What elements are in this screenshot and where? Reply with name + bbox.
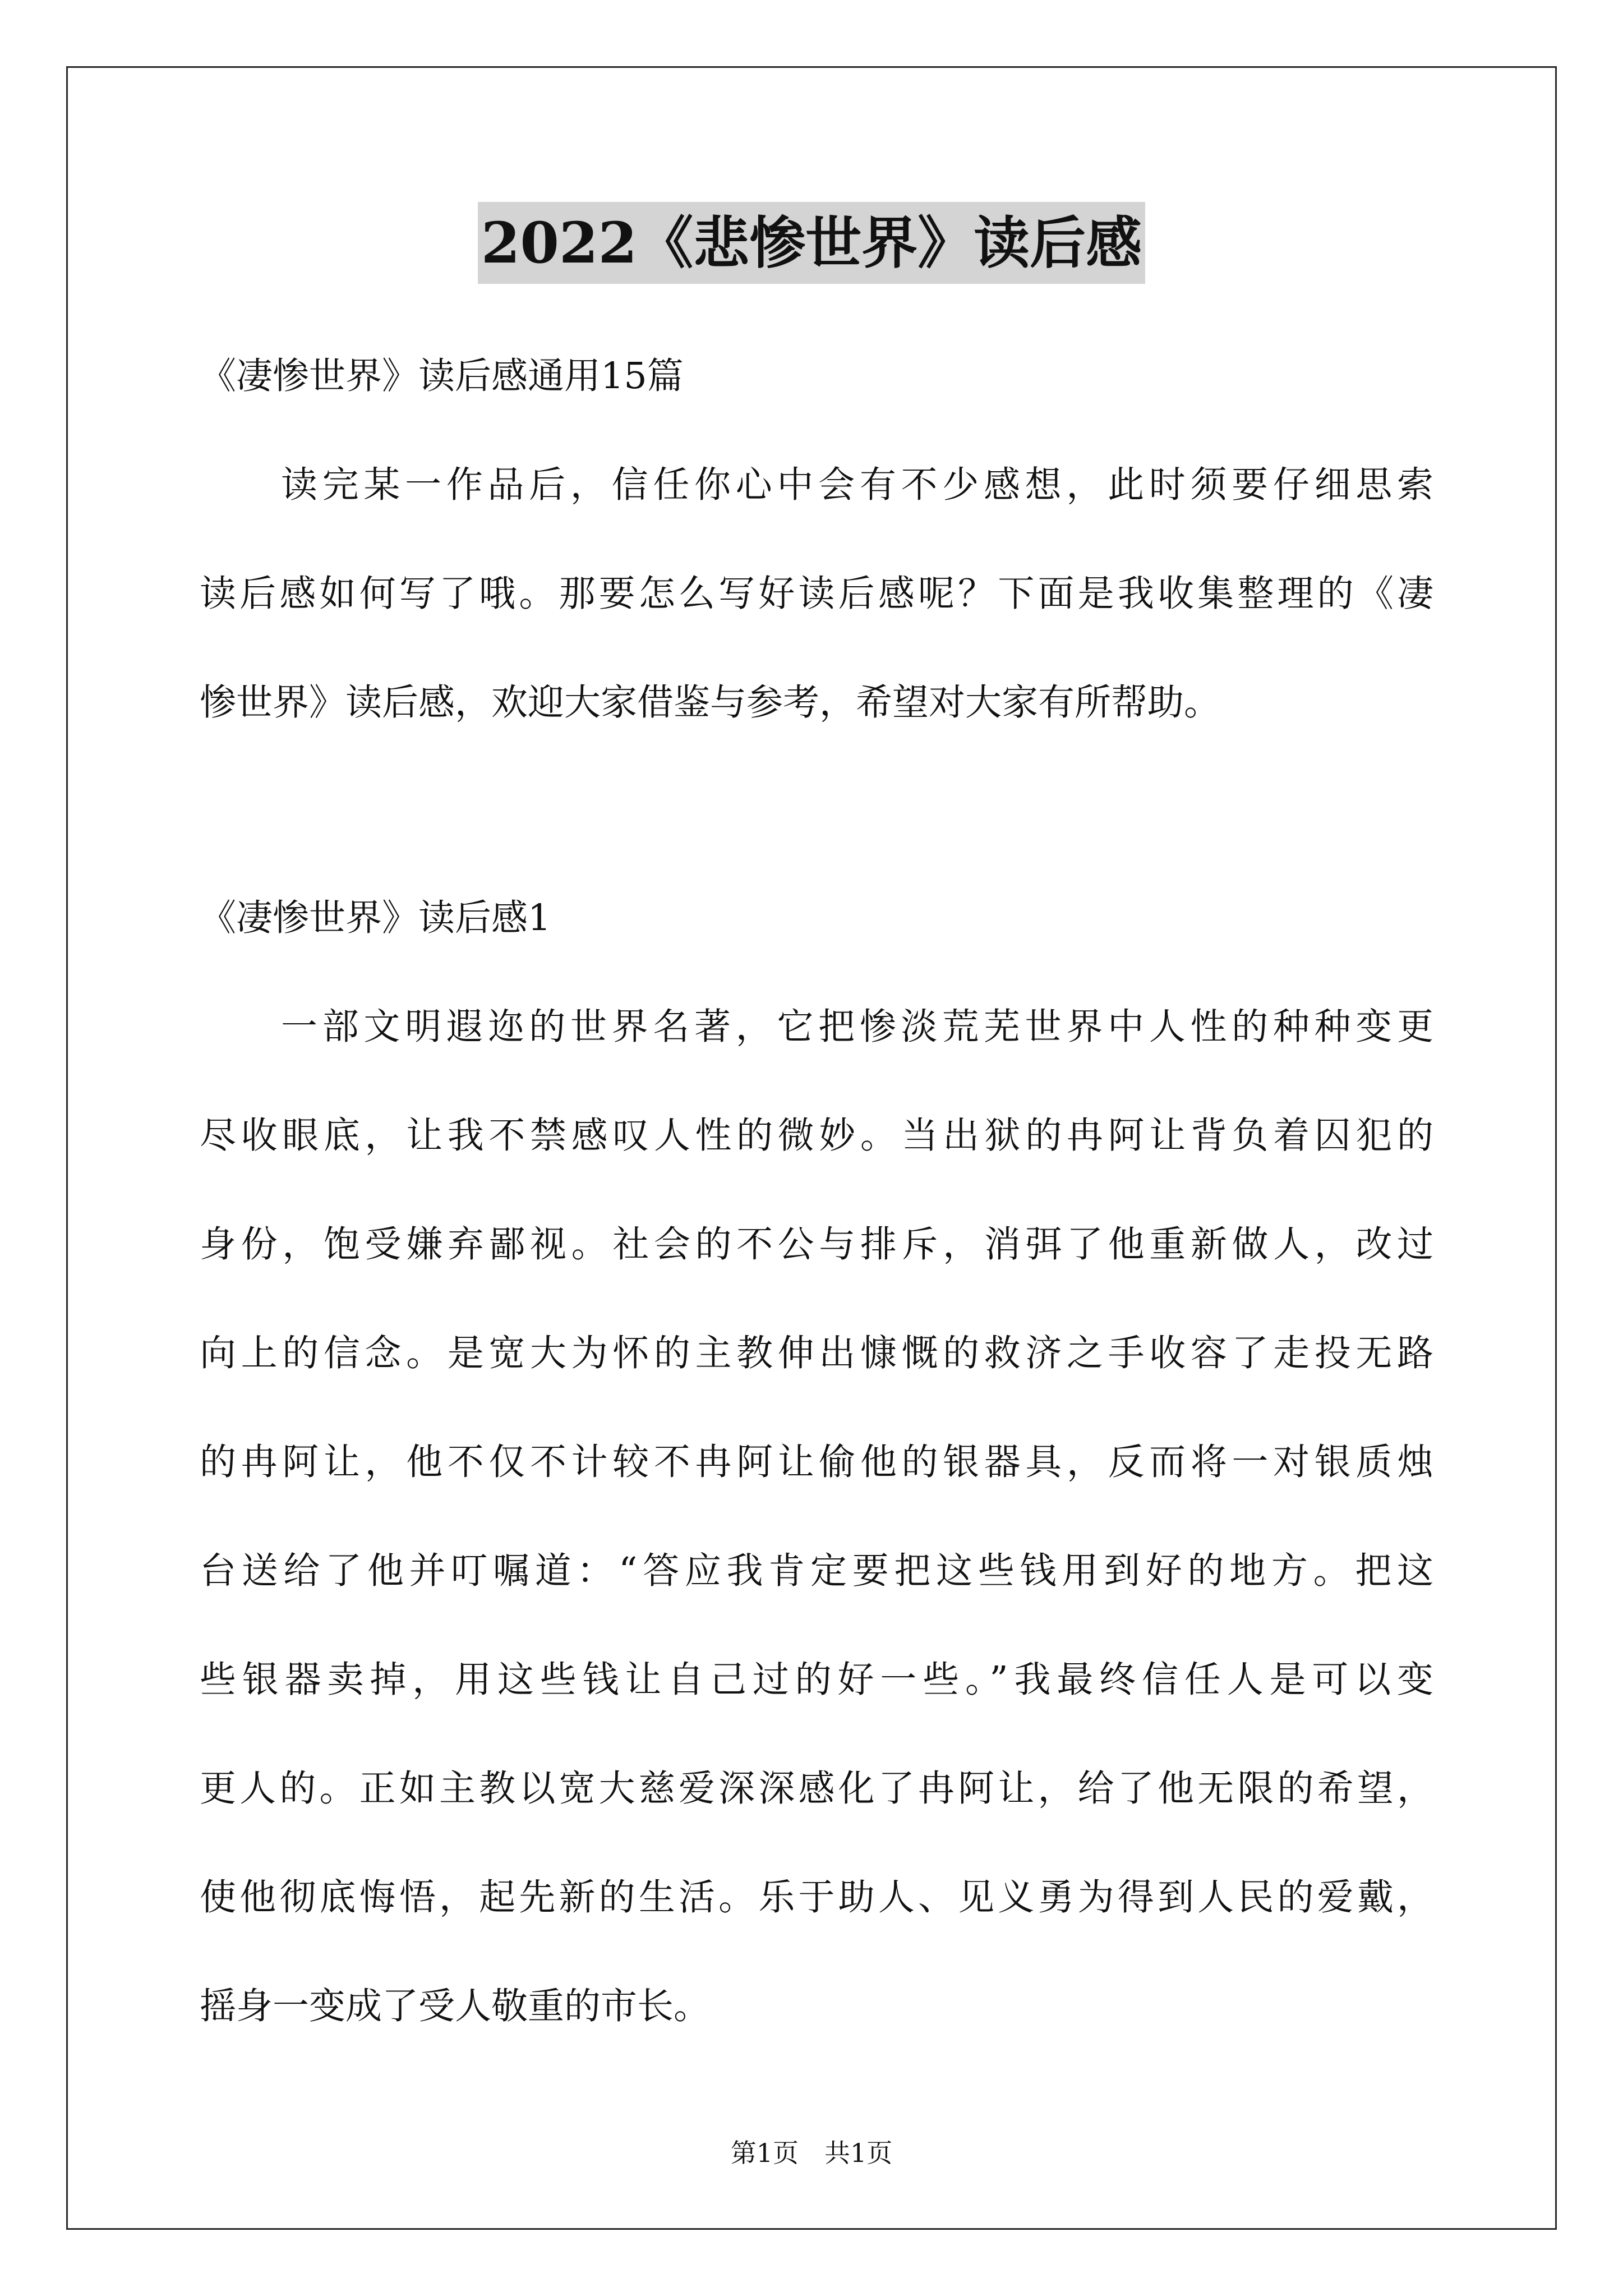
body-line: 些银器卖掉，用这些钱让自己过的好一些。”我最终信任人是可以变 bbox=[200, 1659, 1433, 1701]
body-line: 使他彻底悔悟，起先新的生活。乐于助人、见义勇为得到人民的爱戴， bbox=[200, 1876, 1433, 1918]
intro-line: 读后感如何写了哦。那要怎么写好读后感呢？下面是我收集整理的《凄 bbox=[200, 573, 1433, 615]
body-line: 尽收眼底，让我不禁感叹人性的微妙。当出狱的冉阿让背负着囚犯的 bbox=[200, 1115, 1433, 1157]
section-heading: 《凄惨世界》读后感1 bbox=[200, 897, 551, 939]
intro-line: 读完某一作品后，信任你心中会有不少感想，此时须要仔细思索 bbox=[281, 464, 1433, 506]
body-line: 更人的。正如主教以宽大慈爱深深感化了冉阿让，给了他无限的希望， bbox=[200, 1768, 1433, 1810]
body-line: 一部文明遐迩的世界名著，它把惨淡荒芜世界中人性的种种变更 bbox=[281, 1006, 1433, 1048]
body-line: 身份，饱受嫌弃鄙视。社会的不公与排斥，消弭了他重新做人，改过 bbox=[200, 1223, 1433, 1266]
title-container bbox=[0, 202, 1623, 284]
body-line: 的冉阿让，他不仅不计较不冉阿让偷他的银器具，反而将一对银质烛 bbox=[200, 1441, 1433, 1483]
document-title: 2022《悲惨世界》读后感 bbox=[478, 202, 1145, 284]
page-footer: 第1页 共1页 bbox=[730, 2138, 893, 2168]
body-line: 摇身一变成了受人敬重的市长。 bbox=[200, 1985, 711, 2027]
body-line: 台送给了他并叮嘱道：“答应我肯定要把这些钱用到好的地方。把这 bbox=[200, 1550, 1433, 1592]
document-subtitle: 《凄惨世界》读后感通用15篇 bbox=[200, 355, 684, 397]
intro-line: 惨世界》读后感，欢迎大家借鉴与参考，希望对大家有所帮助。 bbox=[200, 682, 1221, 724]
body-line: 向上的信念。是宽大为怀的主教伸出慷慨的救济之手收容了走投无路 bbox=[200, 1332, 1433, 1374]
